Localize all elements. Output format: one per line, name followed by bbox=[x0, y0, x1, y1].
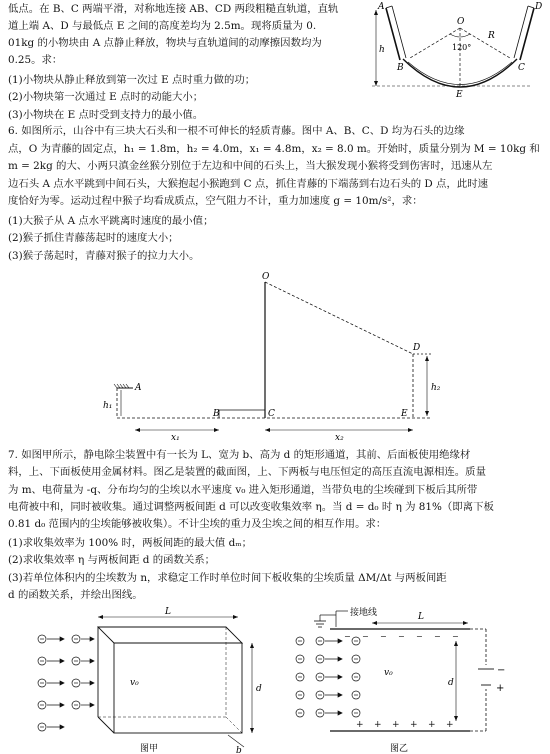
label-b: B bbox=[397, 63, 404, 73]
channel-front bbox=[114, 643, 242, 733]
problem-5-line: 01kg 的小物块由 A 点静止释放，物块与直轨道间的动摩擦因数均为 bbox=[8, 37, 322, 49]
label-v0: v₀ bbox=[384, 668, 393, 678]
label-x2: x₂ bbox=[335, 433, 344, 443]
svg-text:−: − bbox=[362, 632, 369, 641]
problem-7-question-1: (1)求收集效率为 100% 时，两板间距的最大值 dₘ； bbox=[8, 537, 252, 549]
label-plus: + bbox=[496, 683, 505, 694]
label-v0: v₀ bbox=[130, 678, 139, 688]
svg-text:+: + bbox=[410, 720, 418, 730]
svg-text:+: + bbox=[392, 720, 400, 730]
label-l: L bbox=[165, 607, 171, 617]
label-h: h bbox=[379, 45, 385, 55]
label-b: b bbox=[236, 746, 242, 754]
figure-yi bbox=[290, 605, 530, 754]
caption-jia: 图甲 bbox=[140, 744, 159, 754]
svg-text:+: + bbox=[356, 720, 364, 730]
problem-7-line: 料，上、下面板使用金属材料。图乙是装置的截面图，上、下两板与电压恒定的高压直流电源相连。质量 bbox=[8, 466, 486, 478]
figure-jia bbox=[30, 605, 270, 754]
label-d: D bbox=[535, 2, 543, 12]
label-a: A bbox=[135, 383, 142, 393]
problem-7-question-3: (3)若单位体积内的尘埃数为 n，求稳定工作时单位时间下板收集的尘埃质量 ΔM/Δt 与两板间距 bbox=[8, 572, 447, 584]
label-d: d bbox=[448, 678, 454, 688]
svg-text:+: + bbox=[446, 720, 454, 730]
svg-text:−: − bbox=[380, 632, 387, 641]
problem-5-line: 低点。在 B、C 两端平滑，对称地连接 AB、CD 两段粗糙直轨道，直轨 bbox=[8, 3, 339, 15]
label-e: E bbox=[456, 90, 463, 100]
label-o: O bbox=[262, 272, 270, 282]
label-o: O bbox=[457, 17, 465, 27]
problem-5-question-2: (2)小物块第一次通过 E 点时的动能大小； bbox=[8, 91, 204, 103]
problem-6-question-3: (3)猴子荡起时，青藤对猴子的拉力大小。 bbox=[8, 250, 200, 262]
dust-particles bbox=[296, 637, 360, 717]
label-angle: 120° bbox=[452, 43, 472, 52]
label-a: A bbox=[378, 2, 385, 12]
problem-5-figure bbox=[370, 0, 550, 100]
problem-7-line: 电荷被中和，同时被收集。通过调整两板间距 d 可以改变收集效率 η。当 d = d₀ 时 η 为 81%（即离下板 bbox=[8, 501, 494, 513]
problem-5-line: 0.25。求： bbox=[8, 54, 63, 66]
label-h1: h₁ bbox=[103, 401, 113, 411]
label-c: C bbox=[518, 63, 525, 73]
problem-6-line: 6. 如图所示，山谷中有三块大石头和一根不可伸长的轻质青藤。图中 A、B、C、D 均为石头的边缘 bbox=[8, 125, 465, 137]
problem-7-line: 7. 如图甲所示，静电除尘装置中有一长为 L、宽为 b、高为 d 的矩形通道，其前、后面板使用绝缘材 bbox=[8, 449, 471, 461]
problem-6-question-2: (2)猴子抓住青藤荡起时的速度大小； bbox=[8, 232, 179, 244]
lower-plate-charges bbox=[356, 720, 454, 730]
problem-5-question-1: (1)小物块从静止释放到第一次过 E 点时重力做的功； bbox=[8, 74, 256, 86]
channel-top bbox=[98, 627, 242, 643]
label-l: L bbox=[418, 612, 424, 622]
svg-text:−: − bbox=[452, 632, 459, 641]
dust-particles bbox=[38, 635, 94, 731]
problem-6-line: 度恰好为零。运动过程中猴子均看成质点，空气阻力不计，重力加速度 g = 10m/s²，求： bbox=[8, 195, 423, 207]
svg-text:−: − bbox=[416, 632, 423, 641]
problem-7-line: 0.81 d₀ 范围内的尘埃能够被收集）。不计尘埃的重力及尘埃之间的相互作用。求： bbox=[8, 518, 387, 530]
label-ground-wire: 接地线 bbox=[350, 608, 378, 618]
upper-plate-charges bbox=[344, 632, 459, 641]
problem-7-question-2: (2)求收集效率 η 与两板间距 d 的函数关系； bbox=[8, 554, 216, 566]
vine bbox=[265, 282, 413, 354]
label-h2: h₂ bbox=[431, 383, 441, 393]
problem-7-line: d 的函数关系，并绘出图线。 bbox=[8, 589, 143, 601]
label-b: B bbox=[213, 409, 220, 419]
label-x1: x₁ bbox=[171, 433, 180, 443]
problem-6-line: m = 2kg 的大、小两只滇金丝猴分别位于左边和中间的石头上，当大猴发现小猴将受到伤害时，迅速从左 bbox=[8, 160, 493, 172]
problem-5-line: 道上端 A、D 与最低点 E 之间的高度差均为 2.5m。现将质量为 0. bbox=[8, 20, 317, 32]
track-cd bbox=[520, 8, 534, 60]
problem-6-question-1: (1)大猴子从 A 点水平跳离时速度的最小值； bbox=[8, 215, 214, 227]
label-d: D bbox=[413, 343, 421, 353]
svg-text:−: − bbox=[398, 632, 405, 641]
svg-text:+: + bbox=[428, 720, 436, 730]
caption-yi: 图乙 bbox=[390, 744, 409, 754]
problem-7-line: 为 m、电荷量为 -q、分布均匀的尘埃以水平速度 v₀ 进入矩形通道，当带负电的尘埃碰到下板后其所带 bbox=[8, 484, 478, 496]
problem-5-question-3: (3)小物块在 E 点时受到支持力的最小值。 bbox=[8, 109, 204, 121]
track-ab bbox=[386, 8, 400, 60]
problem-6-figure bbox=[95, 268, 455, 443]
label-r: R bbox=[488, 31, 495, 41]
problem-6-line: 点，O 为青藤的固定点，h₁ = 1.8m，h₂ = 4.0m，x₁ = 4.8m，x₂ = 8.0 m。开始时，质量分别为 M = 10kg 和 bbox=[8, 143, 540, 155]
svg-text:+: + bbox=[374, 720, 382, 730]
problem-6-line: 边石头 A 点水平跳到中间石头，大猴抱起小猴跑到 C 点，抓住青藤的下端荡到右边石头的 D 点，此时速 bbox=[8, 178, 489, 190]
svg-text:−: − bbox=[344, 632, 351, 641]
label-c: C bbox=[268, 409, 275, 419]
label-e: E bbox=[401, 409, 408, 419]
label-minus: − bbox=[497, 665, 506, 676]
label-d: d bbox=[256, 684, 262, 694]
svg-text:−: − bbox=[434, 632, 441, 641]
